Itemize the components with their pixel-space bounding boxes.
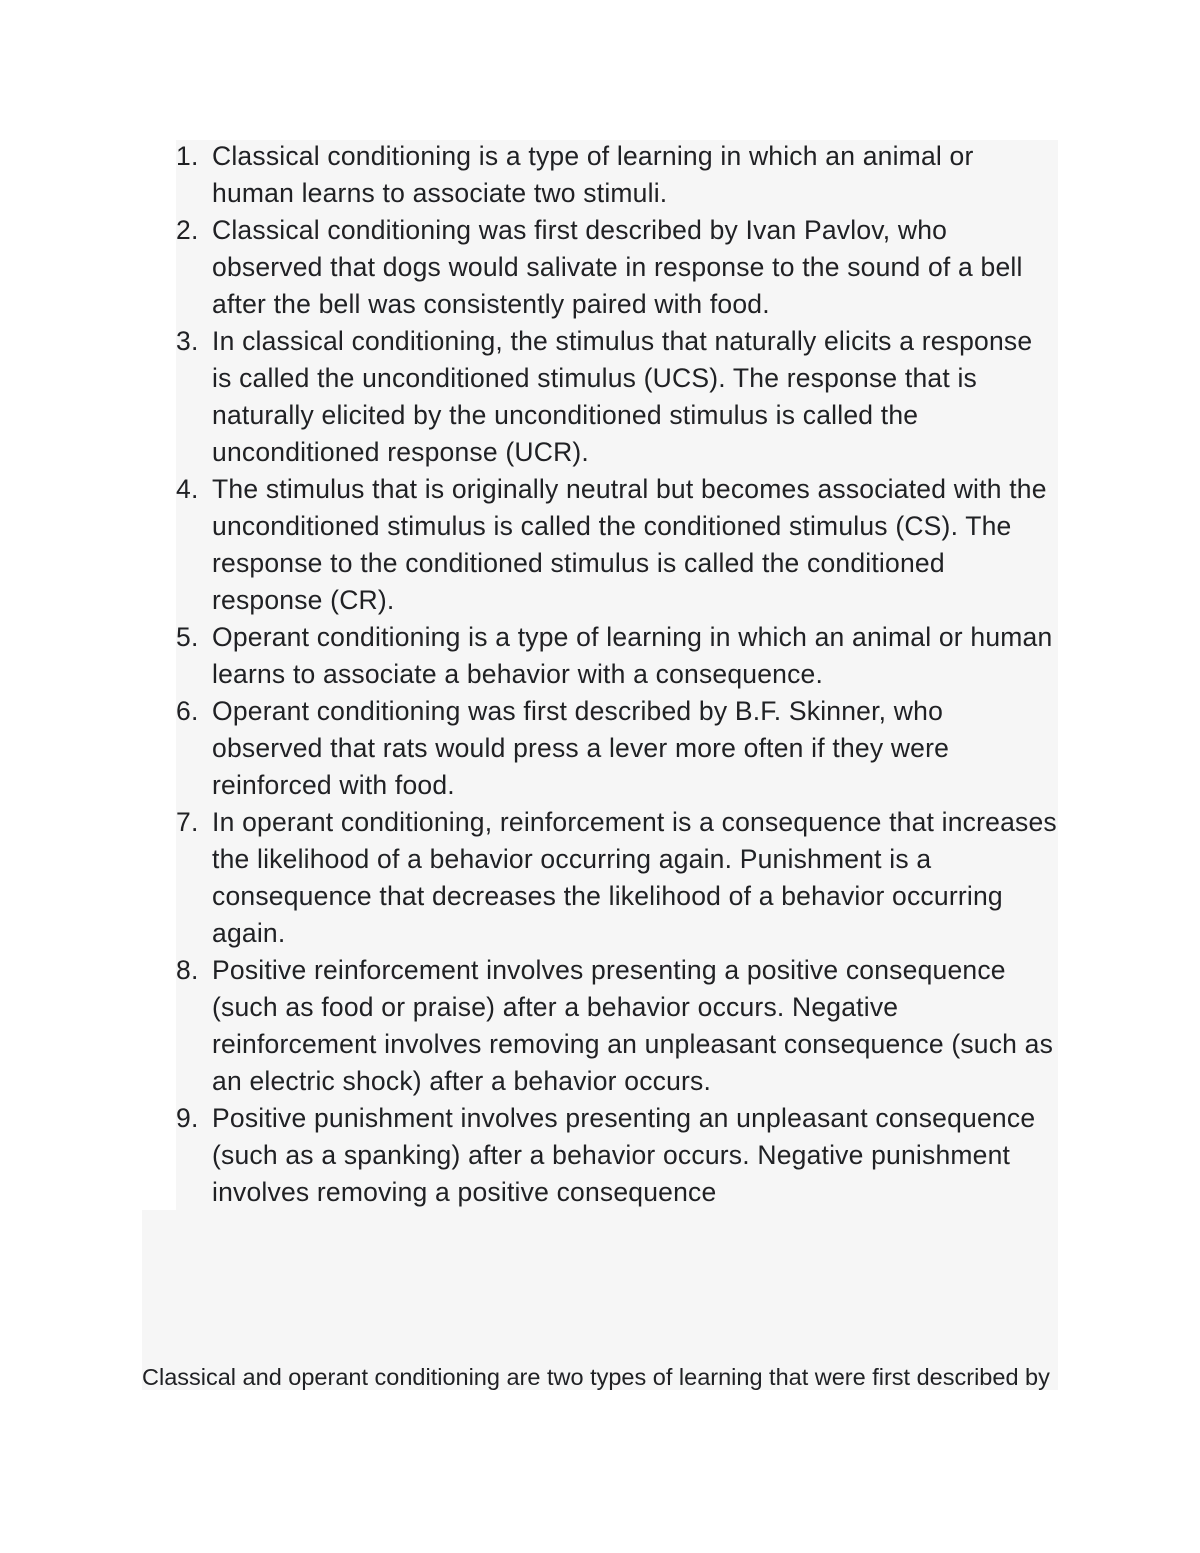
list-item-number: 6. [176,696,199,726]
list-item-text: Operant conditioning was first described by B.F. Skinner, who observed that rats would press a lever more often if they were reinforced with food. [212,696,950,800]
list-item-number: 2. [176,215,199,245]
list-item [142,693,1058,804]
list-item-number: 4. [176,474,199,504]
list-item-text: Classical conditioning was first described by Ivan Pavlov, who observed that dogs would salivate in response to the sound of a bell after the bell was consistently paired with food. [212,215,1023,319]
list-item-text: The stimulus that is originally neutral but becomes associated with the unconditioned stimulus is called the conditioned stimulus (CS). The response to the conditioned stimulus is called the conditioned response (CR). [212,474,1047,615]
list-item-number: 8. [176,955,199,985]
list-item-text: Classical conditioning is a type of learning in which an animal or human learns to associate two stimuli. [212,141,974,208]
list-item [142,212,1058,323]
list-item-number: 9. [176,1103,199,1133]
list-item-number: 5. [176,622,199,652]
trailing-paragraph: Classical and operant conditioning are two types of learning that were first described by [142,1364,1050,1390]
list-item [142,619,1058,693]
list-item [142,323,1058,471]
list-item-text: Positive reinforcement involves presenting a positive consequence (such as food or praise) after a behavior occurs. Negative reinforcement involves removing an unpleasant consequence (such as an electric shock) after a behavior occurs. [212,955,1054,1096]
list-item [142,138,1058,212]
list-item-number: 1. [176,141,199,171]
list-item [142,804,1058,952]
numbered-list [142,138,1058,1211]
list-item-number: 3. [176,326,199,356]
list-item-number: 7. [176,807,199,837]
list-item-text: Operant conditioning is a type of learning in which an animal or human learns to associate a behavior with a consequence. [212,622,1053,689]
list-item [142,1100,1058,1211]
list-item [142,471,1058,619]
list-item-text: In operant conditioning, reinforcement is a consequence that increases the likelihood of a behavior occurring again. Punishment is a consequence that decreases the likelihood of a behavior occurring again. [212,807,1057,948]
list-item-text: In classical conditioning, the stimulus that naturally elicits a response is called the unconditioned stimulus (UCS). The response that is naturally elicited by the unconditioned stimulus is called the unconditioned response (UCR). [212,326,1033,467]
list-item [142,952,1058,1100]
list-item-text: Positive punishment involves presenting an unpleasant consequence (such as a spanking) after a behavior occurs. Negative punishment involves removing a positive consequence [212,1103,1036,1207]
